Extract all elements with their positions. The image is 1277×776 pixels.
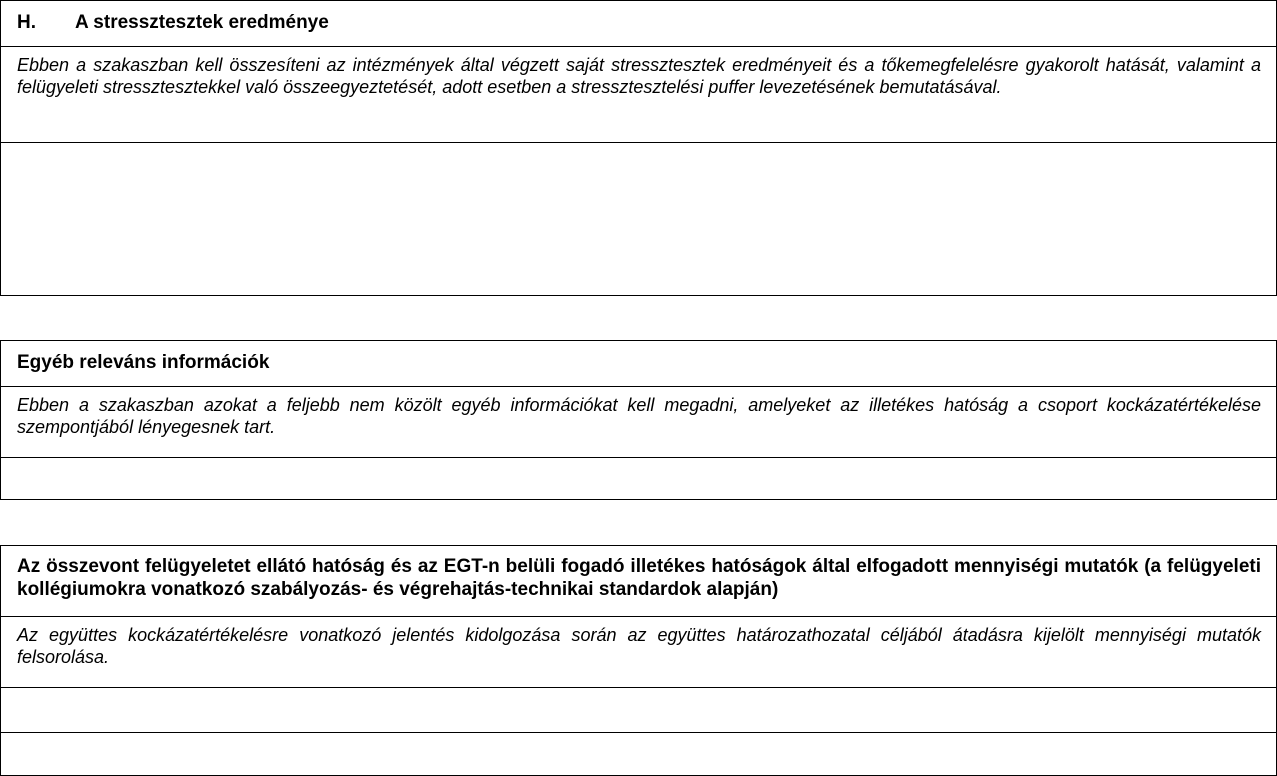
section-heading: Az összevont felügyeletet ellátó hatóság és az EGT-n belüli fogadó illetékes hatóságok által elfogadott mennyiségi mutatók (a felügyeleti kollégiumokra vonatkozó szabályozás- és végrehajtás-technikai standardok alapján) <box>17 556 1261 600</box>
section-number: H. <box>17 12 36 33</box>
section-heading <box>1 1 1276 46</box>
section-description: Az együttes kockázatértékelésre vonatkozó jelentés kidolgozása során az együttes határozathozatal céljából átadásra kijelölt mennyiségi mutatók felsorolása. <box>1 616 1276 687</box>
section-description: Ebben a szakaszban kell összesíteni az intézmények által végzett saját stressztesztek eredményeit és a tőkemegfelelésre gyakorolt hatását, valamint a felügyeleti stressztesztekkel való összeegyeztetését, adott esetben a stressztesztelési puffer levezetésének bemutatásával. <box>1 46 1276 142</box>
section-h-table <box>0 0 1277 296</box>
section-heading: Egyéb releváns információk <box>17 352 270 373</box>
other-info-table <box>0 340 1277 500</box>
content-cell[interactable] <box>1 687 1276 732</box>
content-cell[interactable] <box>1 142 1276 295</box>
section-title: A stressztesztek eredménye <box>75 12 329 33</box>
quantitative-indicators-table <box>0 545 1277 776</box>
section-description: Ebben a szakaszban azokat a feljebb nem közölt egyéb információkat kell megadni, amelyeket az illetékes hatóság a csoport kockázatértékelése szempontjából lényegesnek tart. <box>1 386 1276 457</box>
content-cell[interactable] <box>1 732 1276 775</box>
content-cell[interactable] <box>1 457 1276 499</box>
